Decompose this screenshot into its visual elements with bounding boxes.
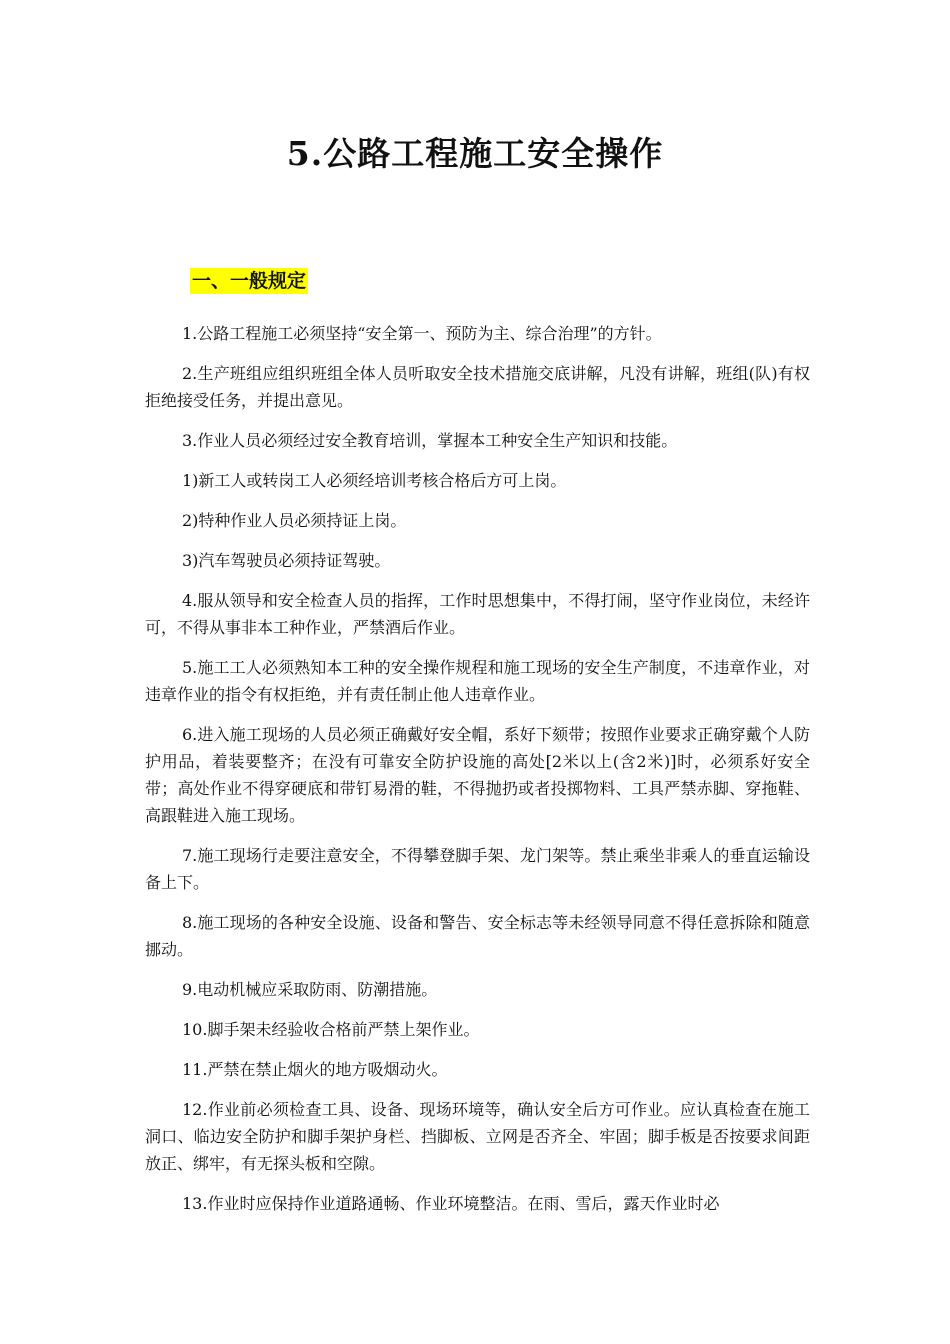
paragraph-5: 5.施工工人必须熟知本工种的安全操作规程和施工现场的安全生产制度，不违章作业，对违章作业的指令有权拒绝，并有责任制止他人违章作业。 — [145, 658, 810, 704]
paragraph-12: 12.作业前必须检查工具、设备、现场环境等，确认安全后方可作业。应认真检查在施工洞口、临边安全防护和脚手架护身栏、挡脚板、立网是否齐全、牢固；脚手板是否按要求间距放正、绑牢，有无探头板和空隙。 — [145, 1100, 810, 1173]
paragraph-6: 6.进入施工现场的人员必须正确戴好安全帽，系好下颏带；按照作业要求正确穿戴个人防护用品，着装要整齐；在没有可靠安全防护设施的高处[2米以上(含2米)]时，必须系好安全带；高处作业不得穿硬底和带钉易滑的鞋，不得抛扔或者投掷物料、工具严禁赤脚、穿拖鞋、高跟鞋进入施工现场。 — [145, 725, 810, 825]
paragraph-10: 10.脚手架未经验收合格前严禁上架作业。 — [182, 1020, 480, 1039]
sub-item-1: 1)新工人或转岗工人必须经培训考核合格后方可上岗。 — [182, 471, 567, 490]
paragraph-13: 13.作业时应保持作业道路通畅、作业环境整洁。在雨、雪后，露天作业时必 — [182, 1194, 720, 1213]
paragraph-7: 7.施工现场行走要注意安全，不得攀登脚手架、龙门架等。禁止乘坐非乘人的垂直运输设备上下。 — [145, 846, 810, 892]
paragraph-11: 11.严禁在禁止烟火的地方吸烟动火。 — [182, 1060, 448, 1079]
paragraph-4: 4.服从领导和安全检查人员的指挥，工作时思想集中，不得打闹，坚守作业岗位，未经许可，不得从事非本工种作业，严禁酒后作业。 — [145, 591, 810, 637]
page-title: 5.公路工程施工安全操作 — [286, 134, 664, 173]
paragraph-3: 3.作业人员必须经过安全教育培训，掌握本工种安全生产知识和技能。 — [182, 431, 678, 450]
body-text — [145, 320, 810, 1230]
highlighted-heading-text: 一、一般规定 — [192, 270, 307, 292]
paragraph-8: 8.施工现场的各种安全设施、设备和警告、安全标志等未经领导同意不得任意拆除和随意挪动。 — [145, 913, 810, 959]
paragraph-9: 9.电动机械应采取防雨、防潮措施。 — [182, 980, 438, 999]
sub-item-3: 3)汽车驾驶员必须持证驾驶。 — [182, 551, 391, 570]
section-heading — [190, 266, 308, 296]
paragraph-2: 2.生产班组应组织班组全体人员听取安全技术措施交底讲解，凡没有讲解，班组(队)有权拒绝接受任务，并提出意见。 — [145, 364, 810, 410]
paragraph-1: 1.公路工程施工必须坚持“安全第一、预防为主、综合治理”的方针。 — [182, 324, 662, 343]
sub-item-2: 2)特种作业人员必须持证上岗。 — [182, 511, 407, 530]
